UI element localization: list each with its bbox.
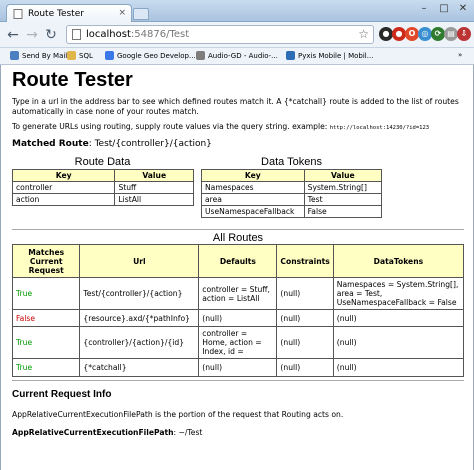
column-header: Value bbox=[115, 170, 194, 182]
navigation-bar bbox=[0, 22, 474, 48]
back-arrow-icon[interactable]: ← bbox=[7, 27, 19, 43]
table-cell: (null) bbox=[333, 327, 463, 359]
divider bbox=[12, 380, 464, 381]
table-header-row bbox=[13, 245, 464, 278]
page-icon bbox=[72, 29, 81, 40]
column-header: Matches Current Request bbox=[13, 245, 80, 278]
divider bbox=[12, 229, 464, 230]
forward-arrow-icon[interactable]: → bbox=[26, 27, 38, 43]
table-cell: Stuff bbox=[115, 182, 194, 194]
column-header: Constraints bbox=[277, 245, 333, 278]
table-cell: UseNamespaceFallback bbox=[202, 206, 305, 218]
table-cell: {*catchall} bbox=[80, 359, 199, 377]
table-row bbox=[202, 194, 382, 206]
column-header: DataTokens bbox=[333, 245, 463, 278]
table-cell: True bbox=[13, 327, 80, 359]
table-cell: controller = Home, action = Index, id = bbox=[199, 327, 277, 359]
extension-icon-6[interactable]: ▤ bbox=[444, 27, 458, 41]
column-header: Url bbox=[80, 245, 199, 278]
bookmark-item[interactable] bbox=[10, 51, 67, 60]
extension-icon-4[interactable]: ◎ bbox=[418, 27, 432, 41]
bookmark-item[interactable] bbox=[196, 51, 278, 60]
current-request-path bbox=[12, 428, 202, 437]
current-request-heading: Current Request Info bbox=[12, 389, 112, 400]
pyxis-icon bbox=[286, 51, 295, 60]
new-tab-button[interactable] bbox=[133, 8, 149, 20]
close-window-button[interactable]: ✕ bbox=[458, 3, 468, 14]
matched-route-value: : Test/{controller}/{action} bbox=[88, 139, 212, 149]
bookmark-item[interactable] bbox=[105, 51, 196, 60]
table-cell: {resource}.axd/{*pathInfo} bbox=[80, 310, 199, 327]
folder-icon bbox=[67, 51, 76, 60]
table-cell: Test bbox=[304, 194, 381, 206]
extension-icon-1[interactable]: ● bbox=[379, 27, 393, 41]
route-data-table bbox=[12, 169, 194, 206]
table-cell: ListAll bbox=[115, 194, 194, 206]
table-cell: System.String[] bbox=[304, 182, 381, 194]
table-cell: False bbox=[13, 310, 80, 327]
bookmark-label: Send By Mail bbox=[22, 51, 68, 60]
table-row bbox=[13, 310, 464, 327]
bookmark-label: Audio-GD - Audio-... bbox=[208, 51, 278, 60]
table-header-row bbox=[13, 170, 194, 182]
column-header: Key bbox=[13, 170, 115, 182]
table-cell: (null) bbox=[277, 278, 333, 310]
table-row bbox=[13, 327, 464, 359]
generate-url-text bbox=[12, 122, 429, 131]
browser-tab[interactable] bbox=[6, 4, 132, 22]
maximize-button[interactable]: □ bbox=[439, 3, 449, 14]
url-path: :54876/Test bbox=[130, 29, 190, 40]
address-bar[interactable] bbox=[66, 25, 374, 44]
data-tokens-table bbox=[201, 169, 382, 218]
table-cell: Test/{controller}/{action} bbox=[80, 278, 199, 310]
extension-icon-3[interactable]: O bbox=[405, 27, 419, 41]
table-cell: controller bbox=[13, 182, 115, 194]
table-cell: Namespaces bbox=[202, 182, 305, 194]
bookmark-label: Pyxis Mobile | Mobil... bbox=[298, 51, 374, 60]
url-host: localhost bbox=[86, 29, 131, 40]
matched-route bbox=[12, 139, 212, 149]
table-cell: Namespaces = System.String[], area = Test, UseNamespaceFallback = False bbox=[333, 278, 463, 310]
table-row bbox=[202, 182, 382, 194]
tab-title: Route Tester bbox=[28, 8, 84, 19]
table-cell: (null) bbox=[277, 359, 333, 377]
table-cell: True bbox=[13, 359, 80, 377]
bookmarks-bar bbox=[0, 48, 474, 65]
intro-text: Type in a url in the address bar to see which defined routes match it. A {*catchall} route is added to the list of routes automatically in case none of your routes match. bbox=[12, 97, 459, 116]
route-data-caption: Route Data bbox=[74, 156, 131, 168]
bookmark-label: SQL bbox=[79, 51, 93, 60]
google-icon bbox=[105, 51, 114, 60]
matched-route-label: Matched Route bbox=[12, 139, 89, 149]
mail-icon bbox=[10, 51, 19, 60]
table-row bbox=[13, 182, 194, 194]
table-cell: False bbox=[304, 206, 381, 218]
table-cell: (null) bbox=[199, 310, 277, 327]
table-cell: (null) bbox=[333, 359, 463, 377]
table-row bbox=[13, 278, 464, 310]
current-request-path-label: AppRelativeCurrentExecutionFilePath bbox=[12, 428, 174, 437]
table-row bbox=[202, 206, 382, 218]
generate-url-label: To generate URLs using routing, supply route values via the query string. example: bbox=[12, 122, 330, 131]
data-tokens-caption: Data Tokens bbox=[261, 156, 322, 168]
page-title: Route Tester bbox=[12, 69, 133, 91]
reload-icon[interactable]: ↻ bbox=[45, 27, 57, 43]
all-routes-caption: All Routes bbox=[212, 232, 264, 244]
more-bookmarks-icon[interactable]: » bbox=[458, 51, 463, 59]
tab-close-icon[interactable]: × bbox=[118, 8, 126, 18]
table-cell: (null) bbox=[277, 310, 333, 327]
page-viewport bbox=[0, 65, 474, 470]
current-request-path-value: : ~/Test bbox=[173, 428, 203, 437]
bookmark-label: Google Geo Develop... bbox=[117, 51, 196, 60]
table-row bbox=[13, 359, 464, 377]
extension-icon-2[interactable]: ● bbox=[392, 27, 406, 41]
table-cell: (null) bbox=[333, 310, 463, 327]
table-row bbox=[13, 194, 194, 206]
title-bar bbox=[0, 0, 474, 22]
table-cell: (null) bbox=[277, 327, 333, 359]
page-icon bbox=[196, 51, 205, 60]
table-cell: {controller}/{action}/{id} bbox=[80, 327, 199, 359]
column-header: Value bbox=[304, 170, 381, 182]
table-cell: True bbox=[13, 278, 80, 310]
page-favicon-icon bbox=[13, 9, 23, 19]
column-header: Defaults bbox=[199, 245, 277, 278]
column-header: Key bbox=[202, 170, 305, 182]
all-routes-table bbox=[12, 244, 464, 377]
bookmark-star-icon[interactable]: ☆ bbox=[358, 27, 369, 41]
current-request-description: AppRelativeCurrentExecutionFilePath is the portion of the request that Routing acts on. bbox=[12, 410, 344, 419]
table-cell: area bbox=[202, 194, 305, 206]
table-cell: action bbox=[13, 194, 115, 206]
table-header-row bbox=[202, 170, 382, 182]
minimize-button[interactable]: – bbox=[421, 3, 427, 14]
generate-url-example: http://localhost:14230/?id=123 bbox=[329, 125, 430, 131]
table-cell: controller = Stuff, action = ListAll bbox=[199, 278, 277, 310]
extension-icon-7[interactable]: ⇩ bbox=[457, 27, 471, 41]
extension-icon-5[interactable]: ⟳ bbox=[431, 27, 445, 41]
bookmark-item[interactable] bbox=[67, 51, 93, 60]
table-cell: (null) bbox=[199, 359, 277, 377]
bookmark-item[interactable] bbox=[286, 51, 373, 60]
